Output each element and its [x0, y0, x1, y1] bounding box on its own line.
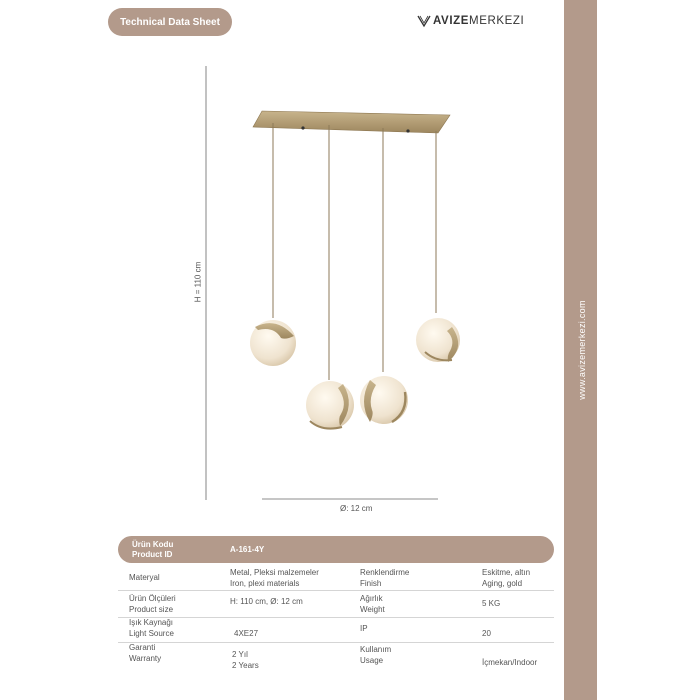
website-url: www.avizemerkezi.com	[577, 300, 587, 400]
warranty-label-en: Warranty	[129, 654, 162, 663]
usage-label-en: Usage	[360, 656, 384, 665]
product-id-row	[118, 536, 554, 563]
light-source-label-en: Light Source	[129, 629, 174, 638]
brand-name-prefix: AVIZE	[433, 15, 470, 27]
pendant-globe	[306, 381, 354, 429]
usage-value: İçmekan/Indoor	[482, 658, 538, 667]
ceiling-canopy	[253, 111, 450, 133]
material-value-tr: Metal, Pleksi malzemeler	[230, 568, 319, 577]
ip-value: 20	[482, 629, 491, 638]
light-source-label	[129, 617, 174, 639]
warranty-value-tr: 2 Yıl	[232, 650, 248, 659]
light-source-label-tr: Işık Kaynağı	[129, 618, 174, 627]
warranty-label-tr: Garanti	[129, 643, 156, 652]
product-size-label	[129, 593, 176, 615]
product-id-label-tr: Ürün Kodu	[132, 540, 174, 549]
row-divider	[118, 590, 554, 591]
suspension-cords	[273, 123, 436, 380]
finish-value-tr: Eskitme, altın	[482, 568, 531, 577]
warranty-value	[232, 649, 259, 671]
finish-label-tr: Renklendirme	[360, 568, 410, 577]
weight-label-tr: Ağırlık	[360, 594, 383, 603]
product-size-label-tr: Ürün Ölçüleri	[129, 594, 176, 603]
finish-label	[360, 567, 409, 589]
weight-value: 5 KG	[482, 599, 501, 608]
product-size-value: H: 110 cm, Ø: 12 cm	[230, 597, 303, 606]
warranty-label	[129, 642, 161, 664]
weight-label-en: Weight	[360, 605, 385, 614]
row-divider	[118, 642, 554, 643]
finish-value	[482, 567, 530, 589]
pendant-globe	[360, 376, 408, 424]
weight-label	[360, 593, 385, 615]
warranty-value-en: 2 Years	[232, 661, 259, 670]
product-id-value: A-161-4Y	[230, 545, 265, 554]
light-source-value: 4XE27	[234, 629, 259, 638]
finish-value-en: Aging, gold	[482, 579, 523, 588]
usage-label	[360, 644, 391, 666]
pendant-globe	[416, 318, 460, 362]
ip-label: IP	[360, 624, 368, 633]
material-value	[230, 567, 319, 589]
row-divider	[118, 617, 554, 618]
height-dimension-label: H = 110 cm	[193, 261, 203, 303]
page-title: Technical Data Sheet	[108, 8, 232, 36]
material-label: Materyal	[129, 573, 160, 582]
product-size-label-en: Product size	[129, 605, 174, 614]
diameter-dimension-label: Ø: 12 cm	[340, 504, 373, 513]
material-value-en: Iron, plexi materials	[230, 579, 300, 588]
finish-label-en: Finish	[360, 579, 382, 588]
product-id-label	[132, 540, 173, 560]
brand-name-suffix: MERKEZI	[469, 15, 525, 27]
product-id-label-en: Product ID	[132, 550, 173, 559]
usage-label-tr: Kullanım	[360, 645, 392, 654]
pendant-globe	[250, 320, 296, 366]
